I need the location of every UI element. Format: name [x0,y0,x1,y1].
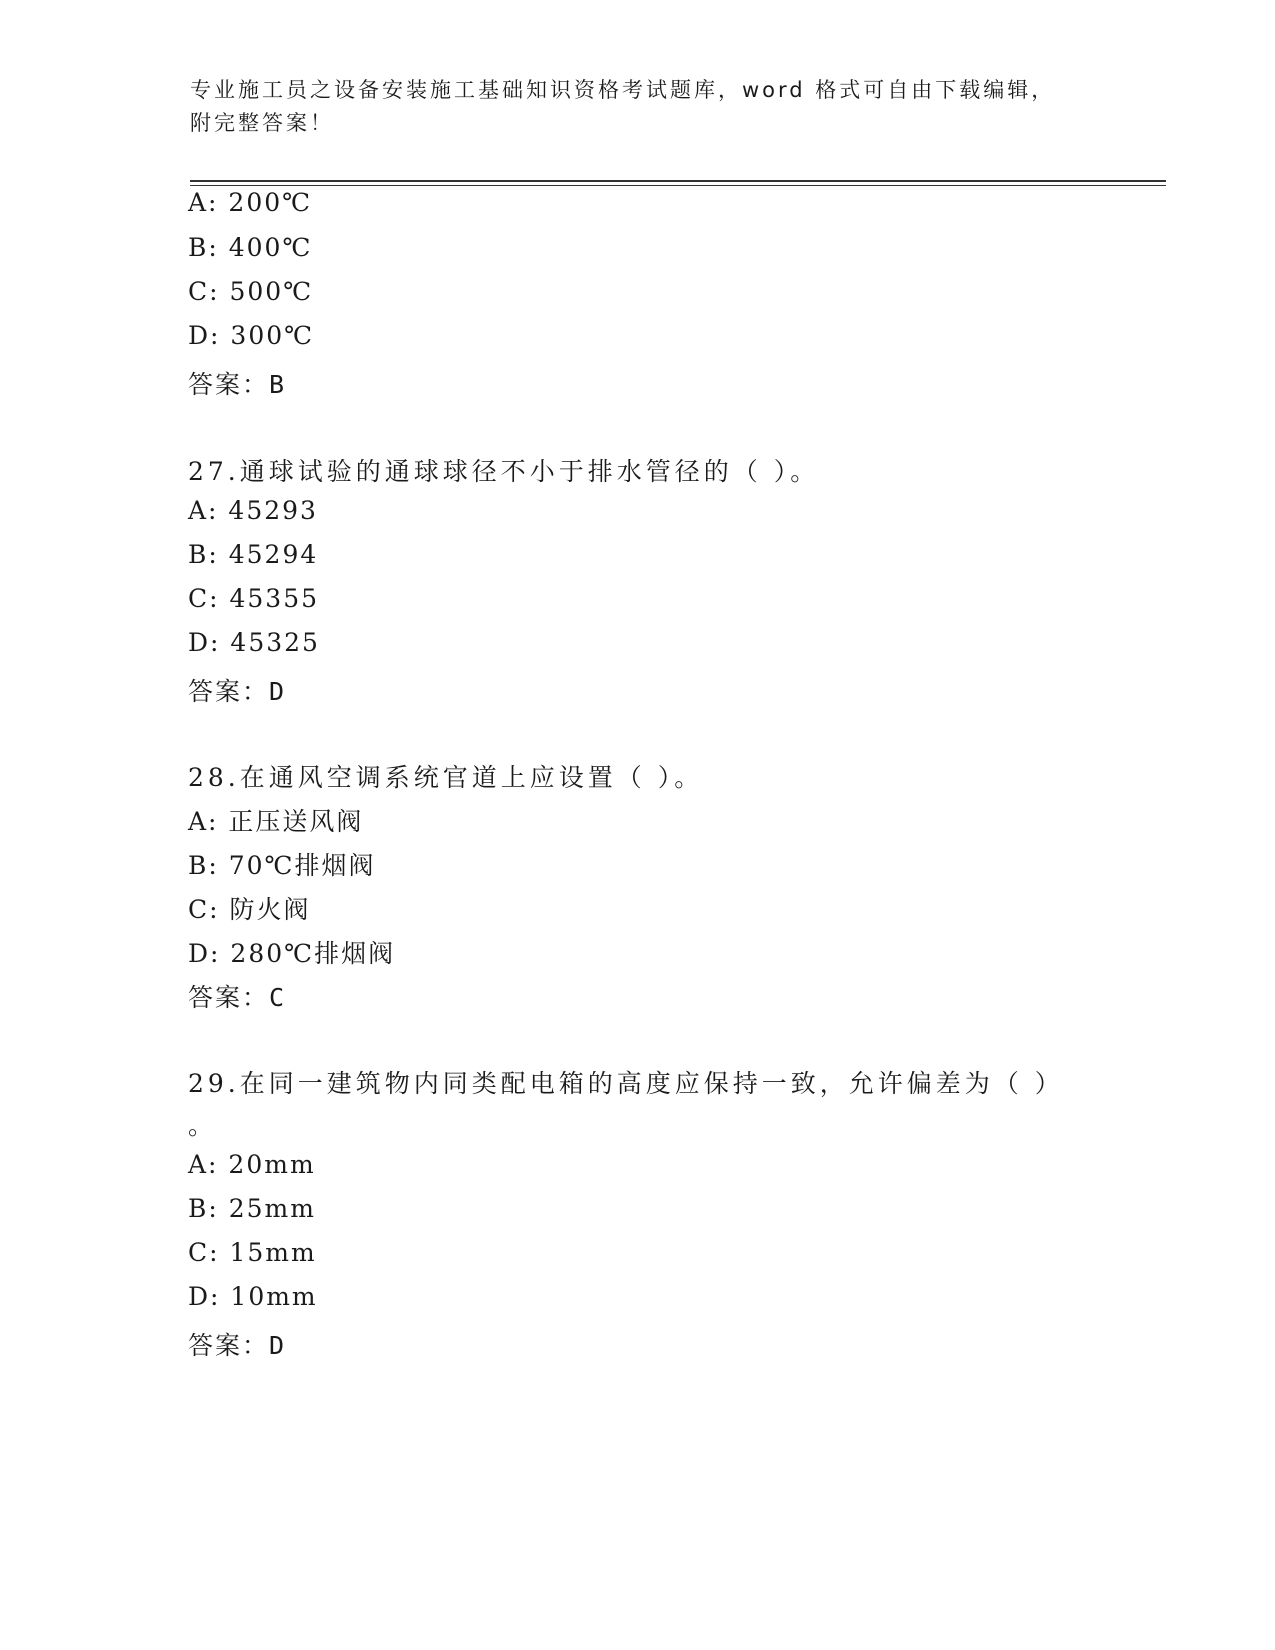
q26-option-c: C: 500℃ [188,277,314,306]
q28-option-b: B: 70℃排烟阀 [188,851,376,880]
q29-option-a: A: 20mm [188,1150,316,1179]
q26-option-b: B: 400℃ [188,233,313,262]
q29-answer [188,1326,286,1362]
q26-option-a: A: 200℃ [188,188,313,217]
q27-answer [188,672,286,708]
q29-question-line-1: 29.在同一建筑物内同类配电箱的高度应保持一致，允许偏差为（ ） [188,1069,1064,1098]
q29-option-c: C: 15mm [188,1238,317,1267]
document-header [190,74,1090,140]
q26-option-d: D: 300℃ [188,321,315,350]
header-line-2: 附完整答案！ [190,111,334,135]
q26-answer [188,365,286,401]
q29-question-line-2: 。 [188,1111,216,1140]
answer-value: B [269,370,287,399]
header-line-1: 专业施工员之设备安装施工基础知识资格考试题库，word 格式可自由下载编辑， [190,78,1056,102]
q27-option-d: D: 45325 [188,628,320,657]
answer-value: C [269,983,287,1012]
q29-option-d: D: 10mm [188,1282,318,1311]
q27-question: 27.通球试验的通球球径不小于排水管径的（ ）。 [188,457,820,486]
q27-option-b: B: 45294 [188,540,319,569]
answer-label: 答案： [188,370,270,399]
q28-question: 28.在通风空调系统官道上应设置（ ）。 [188,763,704,792]
answer-value: D [269,677,287,706]
q27-option-c: C: 45355 [188,584,320,613]
header-divider-thin [190,185,1166,186]
q27-option-a: A: 45293 [188,496,318,525]
q28-option-a: A: 正压送风阀 [188,807,364,836]
q28-option-c: C: 防火阀 [188,895,311,924]
answer-label: 答案： [188,983,270,1012]
header-divider-thick [190,180,1166,182]
answer-label: 答案： [188,1331,270,1360]
q29-option-b: B: 25mm [188,1194,316,1223]
q28-option-d: D: 280℃排烟阀 [188,939,396,968]
q28-answer [188,978,286,1014]
answer-value: D [269,1331,287,1360]
answer-label: 答案： [188,677,270,706]
